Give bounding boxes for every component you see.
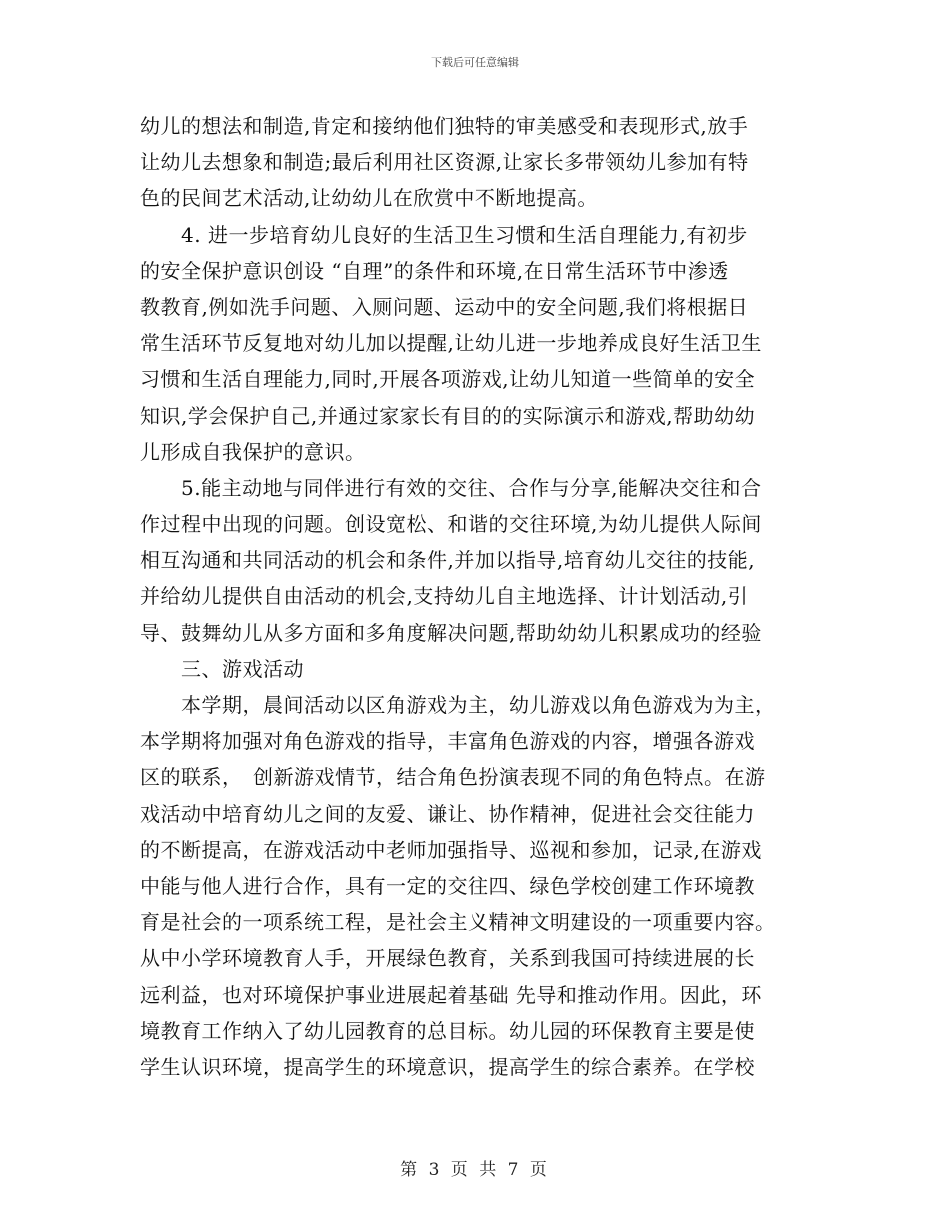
text-line: 习惯和生活自理能力,同时,开展各项游戏,让幼儿知道一些简单的安全: [140, 367, 756, 392]
text-line: 5.能主动地与同伴进行有效的交往、合作与分享,能解决交往和合: [140, 475, 762, 500]
document-body: [140, 108, 808, 1085]
text-line: 本学期将加强对角色游戏的指导，丰富角色游戏的内容，增强各游戏: [140, 729, 755, 754]
text-line: 从中小学环境教育人手，开展绿色教育，关系到我国可持续进展的长: [140, 946, 755, 971]
text-line: 的安全保护意识创设 “自理”的条件和环境,在日常生活环节中渗透: [140, 258, 729, 283]
text-line: 教教育,例如洗手问题、入厕问题、运动中的安全问题,我们将根据日: [140, 294, 749, 319]
text-line: 中能与他人进行合作，具有一定的交往四、绿色学校创建工作环境教: [140, 873, 755, 898]
page-header: 下载后可任意编辑: [431, 56, 519, 69]
text-line: 作过程中出现的问题。创设宽松、和谐的交往环境,为幼儿提供人际间: [140, 512, 762, 537]
text-line: 育是社会的一项系统工程，是社会主义精神文明建设的一项重要内容。: [140, 910, 776, 935]
text-line: 4. 进一步培育幼儿良好的生活卫生习惯和生活自理能力,有初步: [140, 222, 748, 247]
text-line: 让幼儿去想象和制造;最后利用社区资源,让家长多带领幼儿参加有特: [140, 150, 749, 175]
text-line: 相互沟通和共同活动的机会和条件,并加以指导,培育幼儿交往的技能,: [140, 548, 756, 573]
text-line: 的不断提高，在游戏活动中老师加强指导、巡视和参加，记录,在游戏: [140, 837, 762, 862]
text-line: 戏活动中培育幼儿之间的友爱、谦让、协作精神，促进社会交往能力: [140, 801, 755, 826]
text-line: 远利益，也对环境保护事业进展起着基础 先导和推动作用。因此，环: [140, 982, 762, 1007]
text-line: 并给幼儿提供自由活动的机会,支持幼儿自主地选择、计计划活动,引: [140, 584, 749, 609]
section-heading: 三、游戏活动: [140, 656, 304, 681]
text-line: 学生认识环境，提高学生的环境意识，提高学生的综合素养。在学校: [140, 1054, 755, 1079]
text-line: 知识,学会保护自己,并通过家家长有目的的实际演示和游戏,帮助幼幼: [140, 403, 756, 428]
text-line: 儿形成自我保护的意识。: [140, 439, 366, 464]
text-line: 本学期，晨间活动以区角游戏为主，幼儿游戏以角色游戏为为主，: [140, 693, 776, 717]
text-line: 常生活环节反复地对幼儿加以提醒,让幼儿进一步地养成良好生活卫生: [140, 331, 762, 356]
text-line: 色的民间艺术活动,让幼幼儿在欣赏中不断地提高。: [140, 186, 598, 211]
text-line: 境教育工作纳入了幼儿园教育的总目标。幼儿园的环保教育主要是使: [140, 1018, 755, 1043]
text-line: 导、鼓舞幼儿从多方面和多角度解决问题,帮助幼幼儿积累成功的经验: [140, 620, 762, 645]
page-number: 第 3 页 共 7 页: [400, 1160, 550, 1180]
text-line: 幼儿的想法和制造,肯定和接纳他们独特的审美感受和表现形式,放手: [140, 114, 749, 138]
text-line: 区的联系， 创新游戏情节，结合角色扮演表现不同的角色特点。在游: [140, 765, 766, 790]
